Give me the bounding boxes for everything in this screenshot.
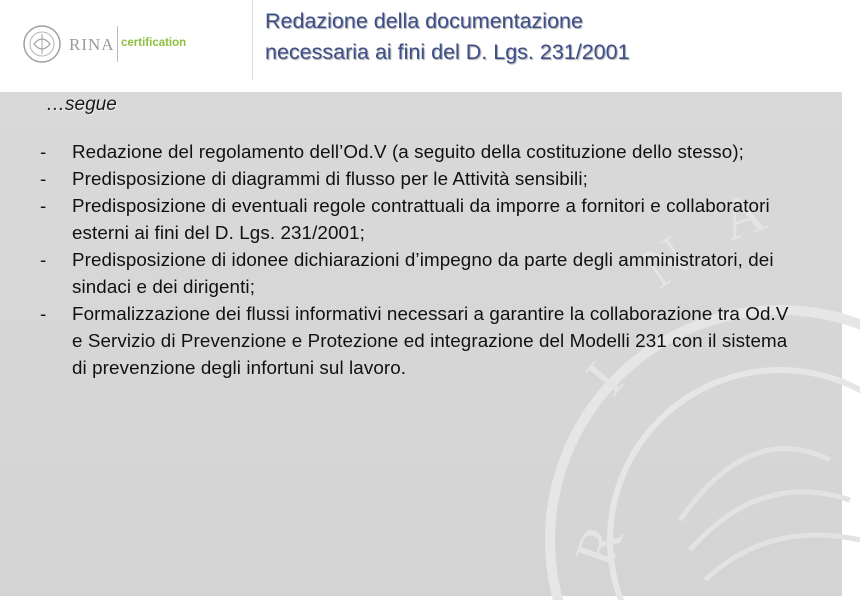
rina-logo: [22, 22, 192, 66]
logo-divider: [117, 26, 118, 62]
bullet-marker: -: [40, 168, 47, 189]
list-item-text: Predisposizione di diagrammi di flusso per le Attività sensibili;: [72, 168, 588, 189]
list-item: [40, 246, 800, 300]
watermark-letter-i: I: [572, 349, 635, 407]
watermark-letter-r: R: [561, 516, 636, 575]
list-item: [40, 300, 800, 381]
slide-title-line-2: necessaria ai fini del D. Lgs. 231/2001: [265, 40, 630, 64]
bullet-marker: -: [40, 303, 47, 324]
slide-title-line-1: Redazione della documentazione: [265, 9, 583, 33]
bullet-marker: -: [40, 141, 47, 162]
logo-brand-text: RINA: [69, 35, 115, 54]
list-item: [40, 165, 800, 192]
watermark-letter-a: A: [711, 178, 774, 254]
logo-subbrand-text: certification: [121, 37, 187, 49]
list-item-text: Formalizzazione dei flussi informativi necessari a garantire la collaborazione tra Od.V e Servizio di Prevenzione e Protezione ed integrazione del Modelli 231 con il sistema di prevenzione degli infortuni sul lavoro.: [72, 303, 789, 378]
list-item: [40, 192, 800, 246]
list-item: [40, 138, 800, 165]
header-divider: [252, 0, 253, 80]
bullet-marker: -: [40, 249, 47, 270]
list-item-text: Redazione del regolamento dell’Od.V (a seguito della costituzione dello stesso);: [72, 141, 744, 162]
activity-list: [40, 138, 800, 381]
slide-header: [0, 0, 842, 92]
rina-seal-icon: [22, 24, 62, 64]
watermark-letter-n: N: [629, 223, 702, 301]
slide-title: [265, 6, 630, 68]
list-item-text: Predisposizione di eventuali regole contrattuali da imporre a fornitori e collaboratori esterni ai fini del D. Lgs. 231/2001;: [72, 195, 770, 243]
subheading-segue: …segue: [46, 94, 117, 115]
bullet-marker: -: [40, 195, 47, 216]
list-item-text: Predisposizione di idonee dichiarazioni d’impegno da parte degli amministratori, dei sindaci e dei dirigenti;: [72, 249, 774, 297]
